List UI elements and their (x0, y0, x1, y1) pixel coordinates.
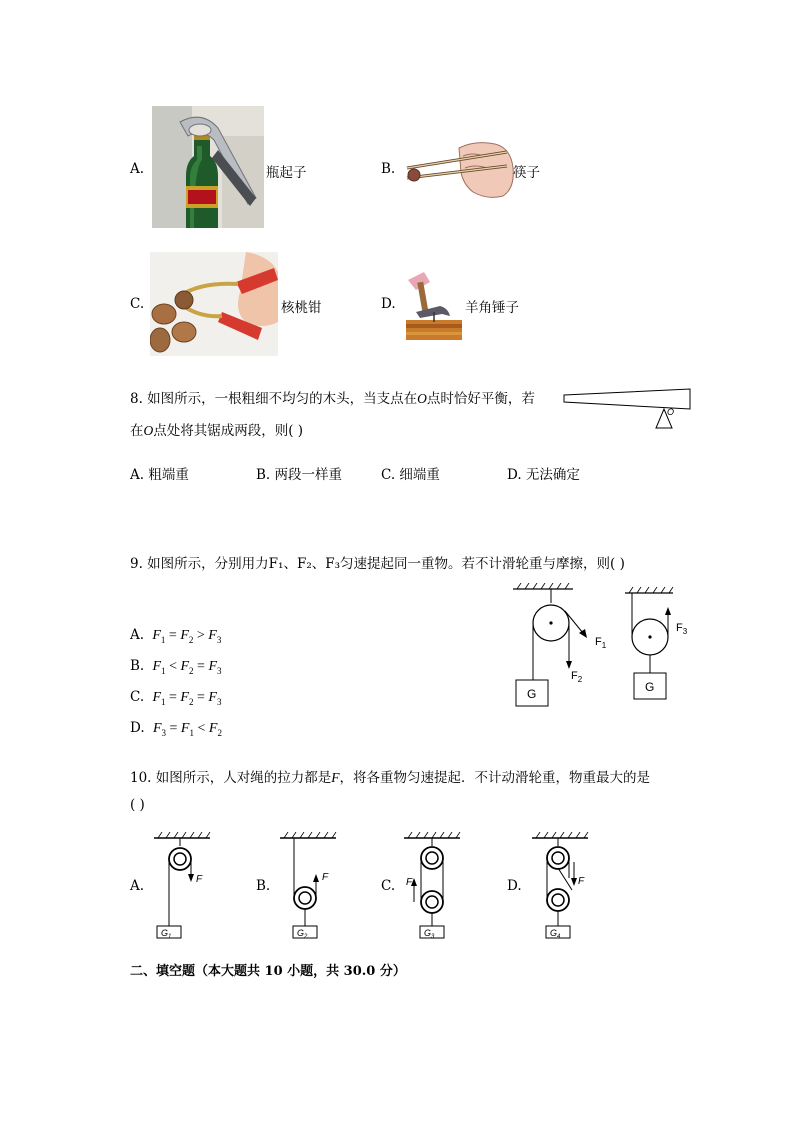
q10-option-a-letter: A. (130, 878, 145, 894)
q10-figure-b (276, 832, 342, 942)
q9-option-a: A. $F_1 = F_2 > F_3$ (130, 627, 222, 645)
weight-g-left: G (527, 687, 537, 701)
q10-figure-a (150, 832, 216, 942)
option-b-label: 筷子 (513, 165, 540, 181)
option-a-letter: A. (130, 161, 145, 177)
force-label-a: F (196, 874, 203, 885)
option-c-label: 核桃钳 (281, 300, 322, 316)
q10-figure-c (398, 832, 464, 942)
q8-option-a: A. 粗端重 (130, 467, 189, 483)
force-f2-label: $F_2$ (571, 670, 583, 684)
q9-option-b: B. $F_1 < F_2 = F_3$ (130, 658, 222, 676)
option-c-letter: C. (130, 296, 145, 312)
weight-g-right: G (645, 680, 655, 694)
fulcrum-label: O (667, 407, 675, 417)
weight-label-g2: $G_2$ (297, 928, 308, 940)
q9-stem: 9. 如图所示，分别用力F₁、F₂、F₃匀速提起同一重物。若不计滑轮重与摩擦，则( ) (130, 556, 625, 572)
q10-paren: ( ) (130, 797, 145, 813)
force-f1-label: $F_1$ (595, 636, 607, 650)
q8-option-c: C. 细端重 (381, 467, 440, 483)
weight-label-g1: $G_1$ (161, 928, 172, 940)
force-label-c: F (406, 877, 413, 888)
chopsticks-image (403, 138, 515, 202)
option-b-letter: B. (381, 161, 396, 177)
q8-option-d: D. 无法确定 (507, 467, 580, 483)
option-d-label: 羊角锤子 (465, 300, 519, 316)
q10-option-d-letter: D. (507, 878, 522, 894)
q8-stem-line1: 8. 如图所示，一根粗细不均匀的木头，当支点在O点时恰好平衡，若 (130, 391, 535, 407)
option-a-label: 瓶起子 (266, 165, 307, 181)
q9-option-c: C. $F_1 = F_2 = F_3$ (130, 689, 222, 707)
claw-hammer-image (406, 272, 462, 340)
q8-option-b: B. 两段一样重 (256, 467, 343, 483)
force-label-d: F (578, 876, 585, 887)
q8-log-figure (560, 385, 696, 431)
q10-option-b-letter: B. (256, 878, 271, 894)
q9-option-d: D. $F_3 = F_1 < F_2$ (130, 720, 222, 738)
q9-pulley-figure (505, 583, 695, 713)
q10-stem: 10. 如图所示，人对绳的拉力都是F，将各重物匀速提起．不计动滑轮重，物重最大的是 (130, 770, 651, 786)
weight-label-g3: $G_3$ (424, 928, 435, 940)
section-heading: 二、填空题（本大题共 10 小题，共 30.0 分） (130, 964, 406, 979)
q8-stem-line2: 在O点处将其锯成两段，则( ) (130, 423, 304, 439)
force-f3-label: $F_3$ (676, 622, 688, 636)
option-d-letter: D. (381, 296, 396, 312)
q10-figure-d (526, 832, 592, 942)
walnut-cracker-photo (150, 252, 278, 356)
bottle-opener-photo (152, 106, 264, 228)
q10-option-c-letter: C. (381, 878, 396, 894)
weight-label-g4: $G_4$ (550, 928, 561, 940)
force-label-b: F (322, 872, 329, 883)
